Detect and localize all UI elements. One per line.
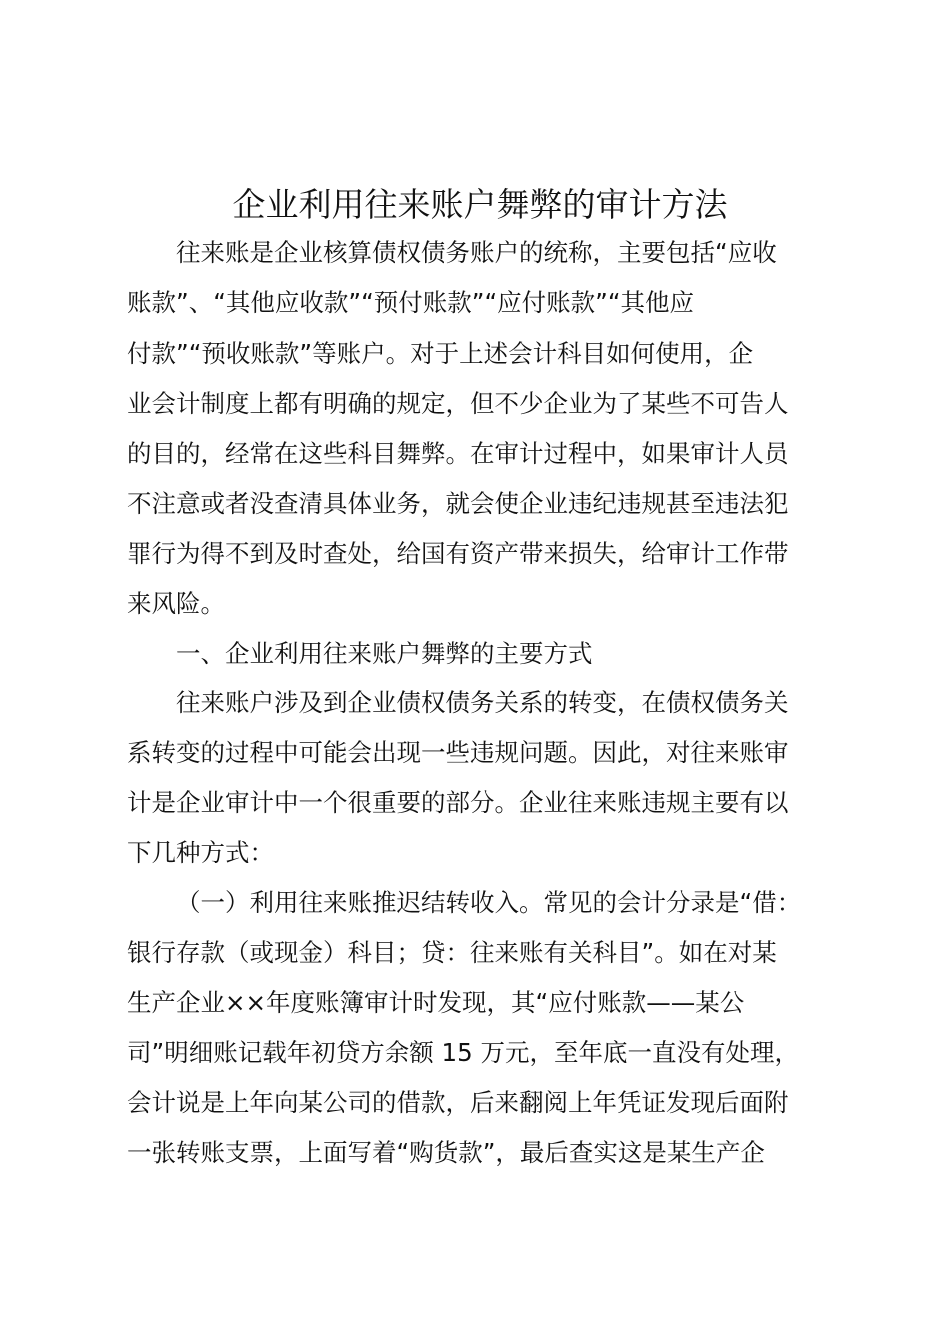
body-line: 银行存款（或现金）科目；贷：往来账有关科目”。如在对某	[127, 938, 777, 967]
body-line: 往来账户涉及到企业债权债务关系的转变，在债权债务关	[176, 688, 789, 717]
body-line: 的目的，经常在这些科目舞弊。在审计过程中，如果审计人员	[127, 439, 789, 468]
body-line: 付款”“预收账款”等账户。对于上述会计科目如何使用，企	[127, 339, 754, 368]
body-line: 不注意或者没查清具体业务，就会使企业违纪违规甚至违法犯	[127, 489, 789, 518]
body-line: 来风险。	[127, 589, 225, 618]
body-line: 罪行为得不到及时查处，给国有资产带来损失，给审计工作带	[127, 539, 789, 568]
document-title: 企业利用往来账户舞弊的审计方法	[232, 185, 728, 224]
body-line: 下几种方式：	[127, 838, 274, 867]
body-line: 会计说是上年向某公司的借款，后来翻阅上年凭证发现后面附	[127, 1088, 789, 1117]
body-line: 生产企业××年度账簿审计时发现，其“应付账款——某公	[127, 988, 745, 1017]
body-line: 计是企业审计中一个很重要的部分。企业往来账违规主要有以	[127, 788, 789, 817]
body-line: （一）利用往来账推迟结转收入。常见的会计分录是“借：	[176, 888, 802, 917]
body-line: 一张转账支票，上面写着“购货款”，最后查实这是某生产企	[127, 1138, 765, 1167]
body-line: 往来账是企业核算债权债务账户的统称，主要包括“应收	[176, 238, 777, 267]
body-line: 业会计制度上都有明确的规定，但不少企业为了某些不可告人	[127, 389, 789, 418]
body-line: 系转变的过程中可能会出现一些违规问题。因此，对往来账审	[127, 738, 789, 767]
body-line: 司”明细账记载年初贷方余额 15 万元，至年底一直没有处理，	[127, 1038, 799, 1067]
section-heading: 一、企业利用往来账户舞弊的主要方式	[176, 639, 593, 668]
body-line: 账款”、“其他应收款”“预付账款”“应付账款”“其他应	[127, 288, 695, 317]
